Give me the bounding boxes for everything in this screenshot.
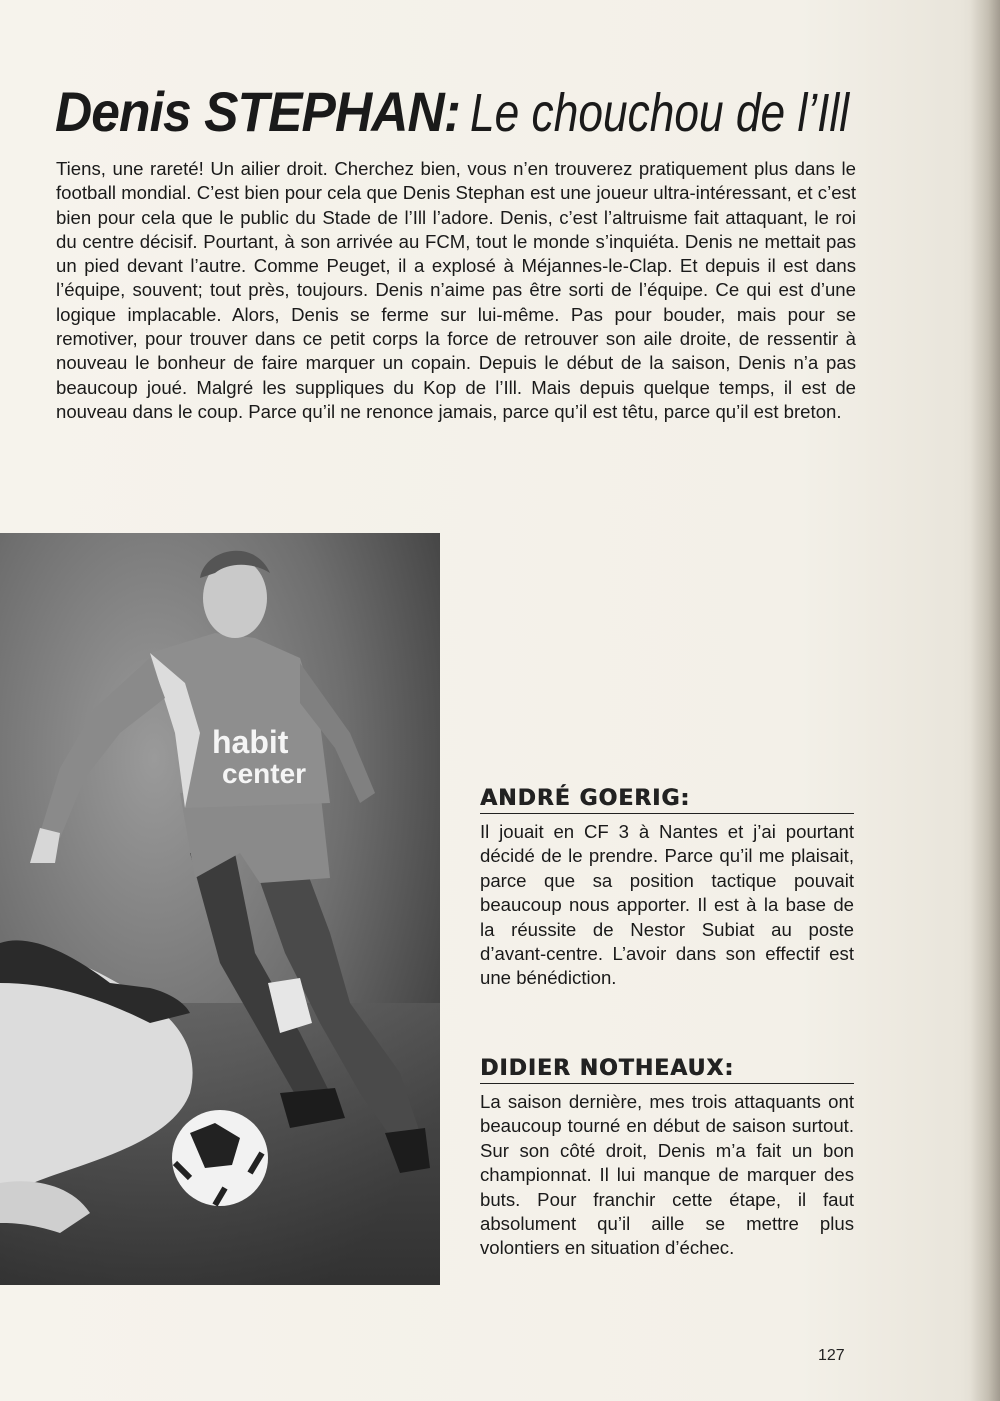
jersey-sponsor-line2: center (222, 758, 307, 789)
article-intro: Tiens, une rareté! Un ailier droit. Cherchez bien, vous n’en trouverez pratiquement plus dans le football mondial. C’est bien pour cela que Denis Stephan est une joueur ultra-intéressant, et c’est bien pour cela que le public du Stade de l’Ill l’adore. Denis, c’est l’altruisme fait attaquant, le roi du centre décisif. Pourtant, à son arrivée au FCM, tout le monde s’inquiéta. Denis ne mettait pas un pied devant l’autre. Comme Peuget, il a explosé à Méjannes-le-Clap. Et depuis il est dans l’équipe, souvent; tout près, toujours. Denis n’aime pas être sorti de l’équipe. Ce qui est d’une logique implacable. Alors, Denis se ferme sur lui-même. Pas pour bouder, mais pour se remotiver, pour trouver dans ce petit corps la force de retrouver son aile droite, de ressentir à nouveau le bonheur de faire marquer un copain. Depuis le début de la saison, Denis n’a pas beaucoup joué. Malgré les suppliques du Kop de l’Ill. Mais depuis quelque temps, il est de nouveau dans le coup. Parce qu’il ne renonce jamais, parce qu’il est têtu, parce qu’il est breton. (56, 158, 856, 422)
quote-text: La saison dernière, mes trois attaquants ont beaucoup tourné en début de saison surtout. Sur son côté droit, Denis m’a fait un bon championnat. Il lui manque de marquer des buts. Pour franchir cette étape, il faut absolument qu’il aille se mettre plus volontiers en situation d’échec. (480, 1091, 854, 1259)
title-subtitle: Le chouchou de l’Ill (469, 83, 849, 143)
page-number: 127 (818, 1347, 845, 1364)
title-player-name: Denis STEPHAN: (55, 80, 461, 143)
quote-text: Il jouait en CF 3 à Nantes et j’ai pourtant décidé de le prendre. Parce qu’il me plaisait, parce que sa position tactique pouvait beaucoup nous apporter. Il est à la base de la réussite de Nestor Subiat au poste d’avant-centre. L’avoir dans son effectif est une bénédiction. (480, 821, 854, 989)
quote-author: ANDRÉ GOERIG: (480, 786, 854, 814)
quote-andre-goerig (480, 786, 854, 991)
article-title (55, 80, 935, 154)
page-binding-shadow (970, 0, 1000, 1401)
quote-author: DIDIER NOTHEAUX: (480, 1056, 854, 1084)
player-photo (0, 533, 440, 1285)
jersey-sponsor-line1: habit (212, 724, 289, 760)
quote-didier-notheaux (480, 1056, 854, 1261)
